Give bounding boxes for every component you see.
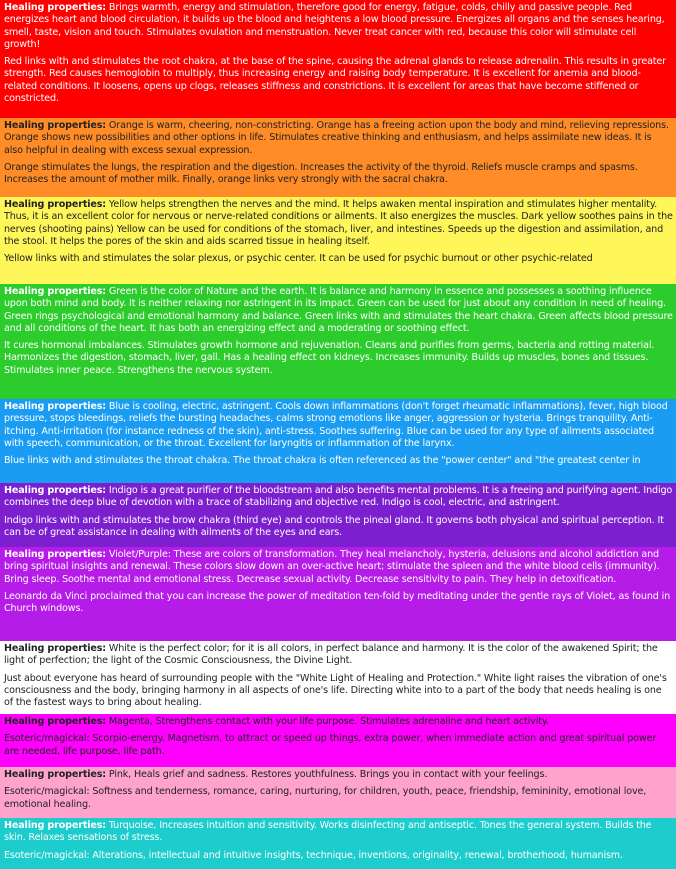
- blue-text: Blue is cooling, electric, astringent. Cools down inflammations (don't forget rheumatic inflammations), fever, high blood pressure, stops bleedings, reliefs the bursting headaches, calms strong emotions like anger, aggression or hysteria. Brings tranquility. Anti-itching. Anti-irritation (for instance redness of the skin), anti-stress. Soothes suffering. Blue can be used for any type of ailments associated with speech, communication, or the throat. Excellent for laryngitis or inflammation of the larynx.: [4, 401, 668, 449]
- green-text: Green is the color of Nature and the earth. It is balance and harmony in essence and possesses a soothing influence upon both mind and body. It is neither relaxing nor astringent in its impact. Green can be used for just about any condition in need of healing. Green rings psychological and emotional harmony and balance. Green links with and stimulates the heart chakra. Green affects blood pressure and all conditions of the heart. It has both an energizing effect and a moderating or soothing effect.: [4, 286, 673, 334]
- violet-extra: Leonardo da Vinci proclaimed that you can increase the power of meditation ten-fold by meditating under the gentle rays of Violet, as found in Church windows.: [4, 590, 671, 615]
- indigo-extra: Indigo links with and stimulates the brow chakra (third eye) and controls the pineal gland. It governs both physical and spiritual perception. It can be of great assistance in dealing with ailments of the eyes and ears.: [4, 514, 664, 538]
- pink-extra: Esoteric/magickal: Softness and tenderness, romance, caring, nurturing, for children, youth, peace, friendship, femininity, emotional love, emotional healing.: [4, 786, 647, 810]
- orange-extra: Orange stimulates the lungs, the respiration and the digestion. Increases the activity of the thyroid. Reliefs muscle cramps and spasms. Increases the amount of mother milk. Finally, orange links very strongly with the sacral chakra.: [4, 161, 638, 186]
- orange-heading: Healing properties:: [4, 120, 106, 131]
- white-text: White is the perfect color; for it is all colors, in perfect balance and harmony. It is the color of the awakened Spirit; the light of perfection; the light of the Cosmic Consciousness, the Divine Light.: [4, 643, 658, 667]
- magenta-text: Magenta, Strengthens contact with your life purpose. Stimulates adrenaline and heart activity.: [106, 716, 549, 727]
- orange-text: Orange is warm, cheering, non-constricting. Orange has a freeing action upon the body and mind, relieving repressions. Orange shows new possibilities and other options in life. Stimulates creative thinking and enthusiasm, and helps assimilate new ideas. It is also helpful in dealing with excess sexual expression.: [4, 120, 669, 156]
- violet-text: Violet/Purple: These are colors of transformation. They heal melancholy, hysteria, delusions and alcohol addiction and bring spiritual insights and renewal. These colors slow down an over-active heart; stimulate the spleen and the white blood cells (immunity). Bring sleep. Soothe mental and emotional stress. Decrease sexual activity. Decrease sensitivity to pain. They help in detoxification.: [4, 549, 660, 585]
- white-heading: Healing properties:: [4, 643, 106, 654]
- violet-properties: [4, 549, 673, 586]
- orange-properties: [4, 120, 673, 157]
- violet-heading: Healing properties:: [4, 549, 106, 560]
- green-band: [0, 284, 676, 399]
- blue-heading: Healing properties:: [4, 401, 106, 412]
- white-band: [0, 641, 676, 714]
- green-heading: Healing properties:: [4, 286, 106, 297]
- pink-text: Pink, Heals grief and sadness. Restores youthfulness. Brings you in contact with your feelings.: [106, 769, 548, 780]
- red-band: [0, 0, 676, 118]
- yellow-text: Yellow helps strengthen the nerves and the mind. It helps awaken mental inspiration and stimulates higher mentality. Thus, it is an excellent color for nervous or nerve-related conditions or ailments. It also energizes the muscles. Dark yellow soothes pains in the nerves (shooting pains) Yellow can be used for conditions of the stomach, liver, and intestines. Speeds up the digestion and assimilation, and the stool. It helps the pores of the skin and aids scarred tissue in healing itself.: [4, 199, 673, 247]
- red-properties: [4, 2, 673, 51]
- yellow-band: [0, 197, 676, 284]
- blue-extra: Blue links with and stimulates the throat chakra. The throat chakra is often referenced as the "power center" and "the greatest center in: [4, 455, 641, 467]
- red-text: Brings warmth, energy and stimulation, therefore good for energy, fatigue, colds, chilly and passive people. Red energizes heart and blood circulation, it builds up the blood and heightens a low blood pressure. Energizes all organs and the senses hearing, smell, taste, vision and touch. Stimulates ovulation and menstruation. Never treat cancer with red, because this color will stimulate cell growth!: [4, 2, 665, 50]
- turquoise-extra: Esoteric/magickal: Alterations, intellectual and intuitive insights, technique, inventions, originality, renewal, brotherhood, humanism.: [4, 849, 623, 861]
- yellow-properties: [4, 199, 673, 248]
- indigo-text: Indigo is a great purifier of the bloodstream and also benefits mental problems. It is a freeing and purifying agent. Indigo combines the deep blue of devotion with a trace of stabilizing and objective red. Indigo is cool, electric, and astringent.: [4, 485, 673, 509]
- green-properties: [4, 286, 673, 335]
- magenta-properties: [4, 716, 673, 728]
- magenta-heading: Healing properties:: [4, 716, 106, 727]
- yellow-heading: Healing properties:: [4, 199, 106, 210]
- magenta-extra: Esoteric/magickal: Scorpio-energy. Magnetism, to attract or speed up things, extra power, when immediate action and great spiritual power are needed, life purpose, life path.: [4, 733, 657, 757]
- orange-band: [0, 118, 676, 197]
- white-extra: Just about everyone has heard of surrounding people with the "White Light of Healing and Protection." White light raises the vibration of one's consciousness and the body, bringing harmony in all aspects of one's life. Directing white into to a part of the body that needs healing is one of the fastest ways to bring about healing.: [4, 672, 667, 709]
- green-extra: It cures hormonal imbalances. Stimulates growth hormone and rejuvenation. Cleans and purifies from germs, bacteria and rotting material. Harmonizes the digestion, stomach, liver, gall. Has a healing effect on kidneys. Increases immunity. Builds up muscles, bones and tissues. Stimulates inner peace. Strengthens the nervous system.: [4, 340, 655, 376]
- pink-heading: Healing properties:: [4, 769, 106, 780]
- turquoise-properties: [4, 820, 673, 845]
- red-extra: Red links with and stimulates the root chakra, at the base of the spine, causing the adrenal glands to release adrenalin. This results in greater strength. Red causes hemoglobin to multiply, thus increasing energy and raising body temperature. It is excellent for anemia and blood-related conditions. It loosens, opens up clogs, releases stiffness and constrictions. It is excellent for areas that have become stiffened or constricted.: [4, 56, 666, 105]
- indigo-properties: [4, 485, 673, 510]
- white-properties: [4, 643, 673, 668]
- magenta-band: [0, 714, 676, 767]
- yellow-extra: Yellow links with and stimulates the solar plexus, or psychic center. It can be used for psychic burnout or other psychic-related: [4, 253, 593, 265]
- pink-band: [0, 767, 676, 818]
- red-heading: Healing properties:: [4, 2, 106, 13]
- turquoise-text: Turquoise, Increases intuition and sensitivity. Works disinfecting and antiseptic. Tones the general system. Builds the skin. Relaxes sensations of stress.: [4, 820, 652, 844]
- blue-band: [0, 399, 676, 483]
- indigo-heading: Healing properties:: [4, 485, 106, 496]
- turquoise-band: [0, 818, 676, 869]
- blue-properties: [4, 401, 673, 450]
- indigo-band: [0, 483, 676, 547]
- violet-band: [0, 547, 676, 641]
- turquoise-heading: Healing properties:: [4, 820, 106, 831]
- pink-properties: [4, 769, 673, 781]
